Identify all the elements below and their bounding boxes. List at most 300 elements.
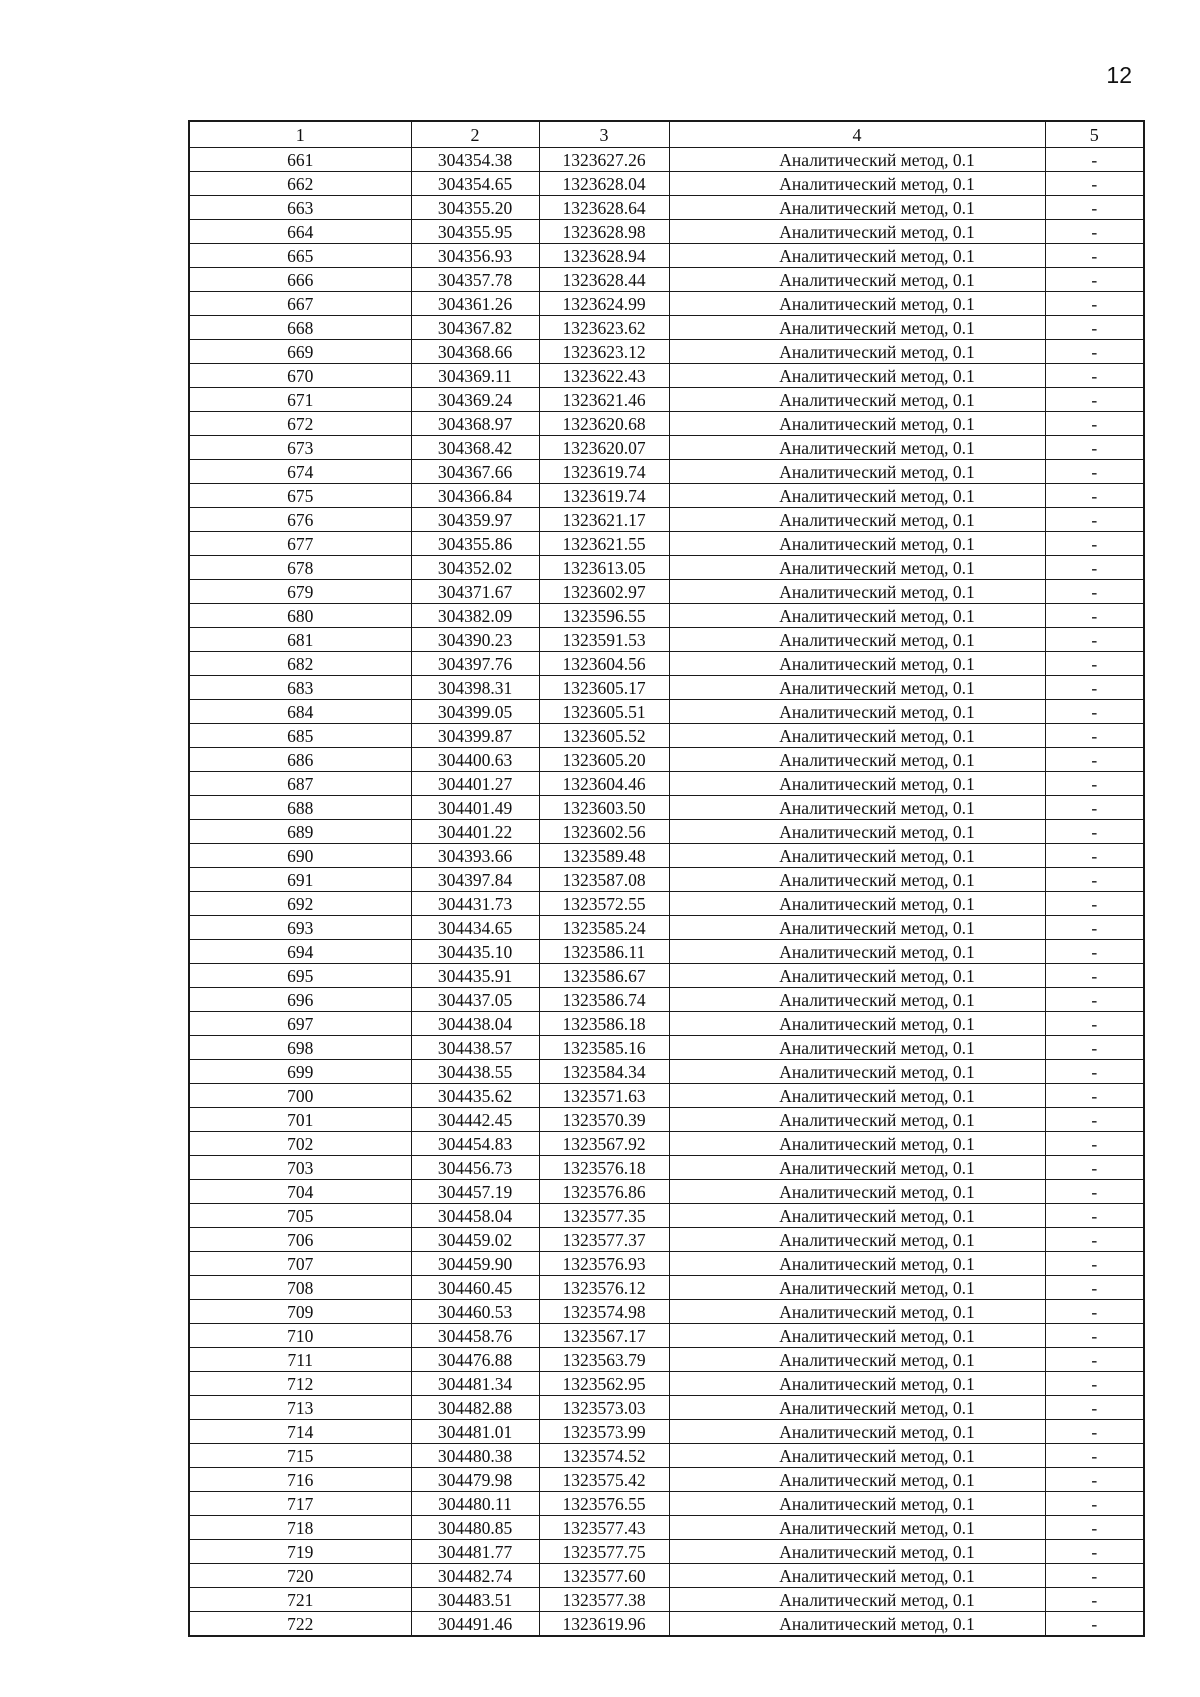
method-accuracy-cell: Аналитический метод, 0.1 [669, 1444, 1045, 1468]
y-coordinate-cell: 1323576.55 [539, 1492, 669, 1516]
x-coordinate-cell: 304431.73 [411, 892, 539, 916]
note-cell: - [1045, 1060, 1144, 1084]
point-number-cell: 719 [189, 1540, 411, 1564]
table-row [189, 604, 1144, 628]
method-accuracy-cell: Аналитический метод, 0.1 [669, 868, 1045, 892]
note-cell: - [1045, 1372, 1144, 1396]
method-accuracy-cell: Аналитический метод, 0.1 [669, 892, 1045, 916]
method-accuracy-cell: Аналитический метод, 0.1 [669, 1156, 1045, 1180]
note-cell: - [1045, 412, 1144, 436]
point-number-cell: 703 [189, 1156, 411, 1180]
x-coordinate-cell: 304400.63 [411, 748, 539, 772]
point-number-cell: 691 [189, 868, 411, 892]
note-cell: - [1045, 1516, 1144, 1540]
table-row [189, 964, 1144, 988]
x-coordinate-cell: 304434.65 [411, 916, 539, 940]
y-coordinate-cell: 1323577.75 [539, 1540, 669, 1564]
method-accuracy-cell: Аналитический метод, 0.1 [669, 1132, 1045, 1156]
note-cell: - [1045, 1348, 1144, 1372]
y-coordinate-cell: 1323603.50 [539, 796, 669, 820]
y-coordinate-cell: 1323628.44 [539, 268, 669, 292]
y-coordinate-cell: 1323587.08 [539, 868, 669, 892]
y-coordinate-cell: 1323620.68 [539, 412, 669, 436]
x-coordinate-cell: 304481.01 [411, 1420, 539, 1444]
note-cell: - [1045, 964, 1144, 988]
note-cell: - [1045, 892, 1144, 916]
x-coordinate-cell: 304355.86 [411, 532, 539, 556]
note-cell: - [1045, 508, 1144, 532]
note-cell: - [1045, 1156, 1144, 1180]
x-coordinate-cell: 304459.90 [411, 1252, 539, 1276]
y-coordinate-cell: 1323562.95 [539, 1372, 669, 1396]
table-row [189, 916, 1144, 940]
point-number-cell: 678 [189, 556, 411, 580]
x-coordinate-cell: 304480.11 [411, 1492, 539, 1516]
method-accuracy-cell: Аналитический метод, 0.1 [669, 1420, 1045, 1444]
y-coordinate-cell: 1323605.17 [539, 676, 669, 700]
point-number-cell: 675 [189, 484, 411, 508]
note-cell: - [1045, 1396, 1144, 1420]
point-number-cell: 698 [189, 1036, 411, 1060]
table-row [189, 1324, 1144, 1348]
x-coordinate-cell: 304460.45 [411, 1276, 539, 1300]
x-coordinate-cell: 304491.46 [411, 1612, 539, 1637]
x-coordinate-cell: 304367.82 [411, 316, 539, 340]
y-coordinate-cell: 1323602.97 [539, 580, 669, 604]
point-number-cell: 661 [189, 148, 411, 172]
y-coordinate-cell: 1323605.52 [539, 724, 669, 748]
point-number-cell: 694 [189, 940, 411, 964]
point-number-cell: 715 [189, 1444, 411, 1468]
point-number-cell: 664 [189, 220, 411, 244]
y-coordinate-cell: 1323577.37 [539, 1228, 669, 1252]
y-coordinate-cell: 1323574.52 [539, 1444, 669, 1468]
x-coordinate-cell: 304355.20 [411, 196, 539, 220]
point-number-cell: 679 [189, 580, 411, 604]
y-coordinate-cell: 1323619.74 [539, 460, 669, 484]
x-coordinate-cell: 304456.73 [411, 1156, 539, 1180]
method-accuracy-cell: Аналитический метод, 0.1 [669, 580, 1045, 604]
table-row [189, 748, 1144, 772]
note-cell: - [1045, 1228, 1144, 1252]
table-row [189, 484, 1144, 508]
point-number-cell: 663 [189, 196, 411, 220]
method-accuracy-cell: Аналитический метод, 0.1 [669, 508, 1045, 532]
table-row [189, 772, 1144, 796]
table-row [189, 1132, 1144, 1156]
y-coordinate-cell: 1323570.39 [539, 1108, 669, 1132]
y-coordinate-cell: 1323623.62 [539, 316, 669, 340]
table-row [189, 1396, 1144, 1420]
point-number-cell: 716 [189, 1468, 411, 1492]
x-coordinate-cell: 304476.88 [411, 1348, 539, 1372]
x-coordinate-cell: 304368.66 [411, 340, 539, 364]
x-coordinate-cell: 304357.78 [411, 268, 539, 292]
note-cell: - [1045, 724, 1144, 748]
point-number-cell: 688 [189, 796, 411, 820]
note-cell: - [1045, 1204, 1144, 1228]
x-coordinate-cell: 304454.83 [411, 1132, 539, 1156]
y-coordinate-cell: 1323577.38 [539, 1588, 669, 1612]
table-row [189, 1444, 1144, 1468]
method-accuracy-cell: Аналитический метод, 0.1 [669, 1588, 1045, 1612]
point-number-cell: 674 [189, 460, 411, 484]
y-coordinate-cell: 1323572.55 [539, 892, 669, 916]
x-coordinate-cell: 304368.97 [411, 412, 539, 436]
y-coordinate-cell: 1323573.99 [539, 1420, 669, 1444]
point-number-cell: 686 [189, 748, 411, 772]
y-coordinate-cell: 1323567.17 [539, 1324, 669, 1348]
point-number-cell: 672 [189, 412, 411, 436]
table-row [189, 1036, 1144, 1060]
y-coordinate-cell: 1323624.99 [539, 292, 669, 316]
table-row [189, 1468, 1144, 1492]
point-number-cell: 710 [189, 1324, 411, 1348]
x-coordinate-cell: 304480.38 [411, 1444, 539, 1468]
point-number-cell: 677 [189, 532, 411, 556]
table-row [189, 628, 1144, 652]
table-row [189, 1516, 1144, 1540]
y-coordinate-cell: 1323604.46 [539, 772, 669, 796]
method-accuracy-cell: Аналитический метод, 0.1 [669, 604, 1045, 628]
x-coordinate-cell: 304397.84 [411, 868, 539, 892]
header-col-1: 1 [189, 121, 411, 148]
y-coordinate-cell: 1323623.12 [539, 340, 669, 364]
note-cell: - [1045, 676, 1144, 700]
x-coordinate-cell: 304369.24 [411, 388, 539, 412]
table-row [189, 796, 1144, 820]
method-accuracy-cell: Аналитический метод, 0.1 [669, 1276, 1045, 1300]
point-number-cell: 662 [189, 172, 411, 196]
table-row [189, 1228, 1144, 1252]
method-accuracy-cell: Аналитический метод, 0.1 [669, 724, 1045, 748]
page-number: 12 [1106, 62, 1132, 88]
x-coordinate-cell: 304367.66 [411, 460, 539, 484]
x-coordinate-cell: 304352.02 [411, 556, 539, 580]
point-number-cell: 717 [189, 1492, 411, 1516]
table-row [189, 364, 1144, 388]
y-coordinate-cell: 1323620.07 [539, 436, 669, 460]
method-accuracy-cell: Аналитический метод, 0.1 [669, 1492, 1045, 1516]
note-cell: - [1045, 652, 1144, 676]
table-row [189, 1564, 1144, 1588]
point-number-cell: 689 [189, 820, 411, 844]
x-coordinate-cell: 304435.91 [411, 964, 539, 988]
method-accuracy-cell: Аналитический метод, 0.1 [669, 268, 1045, 292]
method-accuracy-cell: Аналитический метод, 0.1 [669, 292, 1045, 316]
table-row [189, 292, 1144, 316]
table-row [189, 700, 1144, 724]
x-coordinate-cell: 304398.31 [411, 676, 539, 700]
note-cell: - [1045, 1324, 1144, 1348]
point-number-cell: 666 [189, 268, 411, 292]
point-number-cell: 695 [189, 964, 411, 988]
y-coordinate-cell: 1323573.03 [539, 1396, 669, 1420]
note-cell: - [1045, 220, 1144, 244]
table-row [189, 1108, 1144, 1132]
x-coordinate-cell: 304438.04 [411, 1012, 539, 1036]
method-accuracy-cell: Аналитический метод, 0.1 [669, 988, 1045, 1012]
method-accuracy-cell: Аналитический метод, 0.1 [669, 820, 1045, 844]
point-number-cell: 711 [189, 1348, 411, 1372]
note-cell: - [1045, 1036, 1144, 1060]
method-accuracy-cell: Аналитический метод, 0.1 [669, 964, 1045, 988]
note-cell: - [1045, 1612, 1144, 1637]
x-coordinate-cell: 304459.02 [411, 1228, 539, 1252]
y-coordinate-cell: 1323605.51 [539, 700, 669, 724]
x-coordinate-cell: 304393.66 [411, 844, 539, 868]
header-col-3: 3 [539, 121, 669, 148]
method-accuracy-cell: Аналитический метод, 0.1 [669, 1108, 1045, 1132]
y-coordinate-cell: 1323576.86 [539, 1180, 669, 1204]
note-cell: - [1045, 268, 1144, 292]
method-accuracy-cell: Аналитический метод, 0.1 [669, 1612, 1045, 1637]
method-accuracy-cell: Аналитический метод, 0.1 [669, 556, 1045, 580]
x-coordinate-cell: 304480.85 [411, 1516, 539, 1540]
method-accuracy-cell: Аналитический метод, 0.1 [669, 772, 1045, 796]
x-coordinate-cell: 304382.09 [411, 604, 539, 628]
method-accuracy-cell: Аналитический метод, 0.1 [669, 1372, 1045, 1396]
table-row [189, 580, 1144, 604]
method-accuracy-cell: Аналитический метод, 0.1 [669, 1348, 1045, 1372]
method-accuracy-cell: Аналитический метод, 0.1 [669, 628, 1045, 652]
y-coordinate-cell: 1323577.35 [539, 1204, 669, 1228]
table-row [189, 1180, 1144, 1204]
table-row [189, 820, 1144, 844]
point-number-cell: 683 [189, 676, 411, 700]
x-coordinate-cell: 304483.51 [411, 1588, 539, 1612]
note-cell: - [1045, 1588, 1144, 1612]
note-cell: - [1045, 532, 1144, 556]
point-number-cell: 681 [189, 628, 411, 652]
x-coordinate-cell: 304460.53 [411, 1300, 539, 1324]
y-coordinate-cell: 1323605.20 [539, 748, 669, 772]
y-coordinate-cell: 1323585.16 [539, 1036, 669, 1060]
x-coordinate-cell: 304399.05 [411, 700, 539, 724]
method-accuracy-cell: Аналитический метод, 0.1 [669, 412, 1045, 436]
table-row [189, 1156, 1144, 1180]
note-cell: - [1045, 556, 1144, 580]
y-coordinate-cell: 1323574.98 [539, 1300, 669, 1324]
x-coordinate-cell: 304482.88 [411, 1396, 539, 1420]
table-row [189, 244, 1144, 268]
note-cell: - [1045, 148, 1144, 172]
note-cell: - [1045, 1564, 1144, 1588]
y-coordinate-cell: 1323576.12 [539, 1276, 669, 1300]
table-row [189, 460, 1144, 484]
point-number-cell: 705 [189, 1204, 411, 1228]
x-coordinate-cell: 304354.38 [411, 148, 539, 172]
point-number-cell: 692 [189, 892, 411, 916]
method-accuracy-cell: Аналитический метод, 0.1 [669, 1516, 1045, 1540]
note-cell: - [1045, 484, 1144, 508]
y-coordinate-cell: 1323619.96 [539, 1612, 669, 1637]
point-number-cell: 709 [189, 1300, 411, 1324]
method-accuracy-cell: Аналитический метод, 0.1 [669, 148, 1045, 172]
point-number-cell: 682 [189, 652, 411, 676]
table-header [189, 121, 1144, 148]
note-cell: - [1045, 1012, 1144, 1036]
table-row [189, 844, 1144, 868]
header-col-2: 2 [411, 121, 539, 148]
method-accuracy-cell: Аналитический метод, 0.1 [669, 1396, 1045, 1420]
x-coordinate-cell: 304479.98 [411, 1468, 539, 1492]
note-cell: - [1045, 316, 1144, 340]
table-row [189, 340, 1144, 364]
x-coordinate-cell: 304437.05 [411, 988, 539, 1012]
x-coordinate-cell: 304369.11 [411, 364, 539, 388]
note-cell: - [1045, 388, 1144, 412]
method-accuracy-cell: Аналитический метод, 0.1 [669, 532, 1045, 556]
y-coordinate-cell: 1323576.93 [539, 1252, 669, 1276]
table-row [189, 412, 1144, 436]
note-cell: - [1045, 916, 1144, 940]
x-coordinate-cell: 304438.55 [411, 1060, 539, 1084]
y-coordinate-cell: 1323575.42 [539, 1468, 669, 1492]
table-row [189, 1348, 1144, 1372]
note-cell: - [1045, 436, 1144, 460]
table-row [189, 940, 1144, 964]
note-cell: - [1045, 772, 1144, 796]
y-coordinate-cell: 1323622.43 [539, 364, 669, 388]
method-accuracy-cell: Аналитический метод, 0.1 [669, 1252, 1045, 1276]
point-number-cell: 718 [189, 1516, 411, 1540]
note-cell: - [1045, 340, 1144, 364]
header-row [189, 121, 1144, 148]
method-accuracy-cell: Аналитический метод, 0.1 [669, 1180, 1045, 1204]
table-row [189, 148, 1144, 172]
note-cell: - [1045, 748, 1144, 772]
point-number-cell: 699 [189, 1060, 411, 1084]
method-accuracy-cell: Аналитический метод, 0.1 [669, 700, 1045, 724]
coordinates-table [188, 120, 1145, 1637]
point-number-cell: 700 [189, 1084, 411, 1108]
note-cell: - [1045, 1276, 1144, 1300]
note-cell: - [1045, 796, 1144, 820]
point-number-cell: 706 [189, 1228, 411, 1252]
point-number-cell: 712 [189, 1372, 411, 1396]
note-cell: - [1045, 364, 1144, 388]
method-accuracy-cell: Аналитический метод, 0.1 [669, 844, 1045, 868]
y-coordinate-cell: 1323604.56 [539, 652, 669, 676]
y-coordinate-cell: 1323628.64 [539, 196, 669, 220]
y-coordinate-cell: 1323621.17 [539, 508, 669, 532]
table-row [189, 1060, 1144, 1084]
note-cell: - [1045, 1300, 1144, 1324]
x-coordinate-cell: 304366.84 [411, 484, 539, 508]
table-row [189, 388, 1144, 412]
y-coordinate-cell: 1323602.56 [539, 820, 669, 844]
x-coordinate-cell: 304371.67 [411, 580, 539, 604]
method-accuracy-cell: Аналитический метод, 0.1 [669, 1300, 1045, 1324]
point-number-cell: 693 [189, 916, 411, 940]
note-cell: - [1045, 868, 1144, 892]
table-row [189, 436, 1144, 460]
note-cell: - [1045, 1108, 1144, 1132]
note-cell: - [1045, 1540, 1144, 1564]
point-number-cell: 671 [189, 388, 411, 412]
note-cell: - [1045, 580, 1144, 604]
x-coordinate-cell: 304458.04 [411, 1204, 539, 1228]
note-cell: - [1045, 244, 1144, 268]
table-row [189, 652, 1144, 676]
table-row [189, 892, 1144, 916]
table-row [189, 1084, 1144, 1108]
method-accuracy-cell: Аналитический метод, 0.1 [669, 652, 1045, 676]
point-number-cell: 704 [189, 1180, 411, 1204]
point-number-cell: 721 [189, 1588, 411, 1612]
header-col-4: 4 [669, 121, 1045, 148]
y-coordinate-cell: 1323627.26 [539, 148, 669, 172]
x-coordinate-cell: 304442.45 [411, 1108, 539, 1132]
y-coordinate-cell: 1323619.74 [539, 484, 669, 508]
note-cell: - [1045, 1084, 1144, 1108]
table-row [189, 1276, 1144, 1300]
x-coordinate-cell: 304359.97 [411, 508, 539, 532]
note-cell: - [1045, 1420, 1144, 1444]
table-row [189, 988, 1144, 1012]
y-coordinate-cell: 1323621.55 [539, 532, 669, 556]
method-accuracy-cell: Аналитический метод, 0.1 [669, 748, 1045, 772]
note-cell: - [1045, 988, 1144, 1012]
note-cell: - [1045, 700, 1144, 724]
note-cell: - [1045, 940, 1144, 964]
note-cell: - [1045, 1180, 1144, 1204]
y-coordinate-cell: 1323628.94 [539, 244, 669, 268]
point-number-cell: 696 [189, 988, 411, 1012]
y-coordinate-cell: 1323589.48 [539, 844, 669, 868]
note-cell: - [1045, 1252, 1144, 1276]
y-coordinate-cell: 1323591.53 [539, 628, 669, 652]
note-cell: - [1045, 1132, 1144, 1156]
x-coordinate-cell: 304401.27 [411, 772, 539, 796]
note-cell: - [1045, 844, 1144, 868]
method-accuracy-cell: Аналитический метод, 0.1 [669, 1228, 1045, 1252]
table-row [189, 556, 1144, 580]
table-row [189, 508, 1144, 532]
point-number-cell: 687 [189, 772, 411, 796]
y-coordinate-cell: 1323586.18 [539, 1012, 669, 1036]
y-coordinate-cell: 1323586.67 [539, 964, 669, 988]
note-cell: - [1045, 172, 1144, 196]
table-row [189, 724, 1144, 748]
point-number-cell: 701 [189, 1108, 411, 1132]
y-coordinate-cell: 1323577.60 [539, 1564, 669, 1588]
point-number-cell: 697 [189, 1012, 411, 1036]
method-accuracy-cell: Аналитический метод, 0.1 [669, 244, 1045, 268]
header-col-5: 5 [1045, 121, 1144, 148]
x-coordinate-cell: 304397.76 [411, 652, 539, 676]
point-number-cell: 722 [189, 1612, 411, 1637]
method-accuracy-cell: Аналитический метод, 0.1 [669, 1564, 1045, 1588]
table-row [189, 532, 1144, 556]
note-cell: - [1045, 628, 1144, 652]
point-number-cell: 708 [189, 1276, 411, 1300]
method-accuracy-cell: Аналитический метод, 0.1 [669, 1204, 1045, 1228]
note-cell: - [1045, 460, 1144, 484]
x-coordinate-cell: 304482.74 [411, 1564, 539, 1588]
method-accuracy-cell: Аналитический метод, 0.1 [669, 1036, 1045, 1060]
table-row [189, 1300, 1144, 1324]
y-coordinate-cell: 1323628.98 [539, 220, 669, 244]
point-number-cell: 690 [189, 844, 411, 868]
table-row [189, 1204, 1144, 1228]
table-row [189, 1612, 1144, 1637]
method-accuracy-cell: Аналитический метод, 0.1 [669, 196, 1045, 220]
x-coordinate-cell: 304355.95 [411, 220, 539, 244]
table-row [189, 1012, 1144, 1036]
x-coordinate-cell: 304354.65 [411, 172, 539, 196]
